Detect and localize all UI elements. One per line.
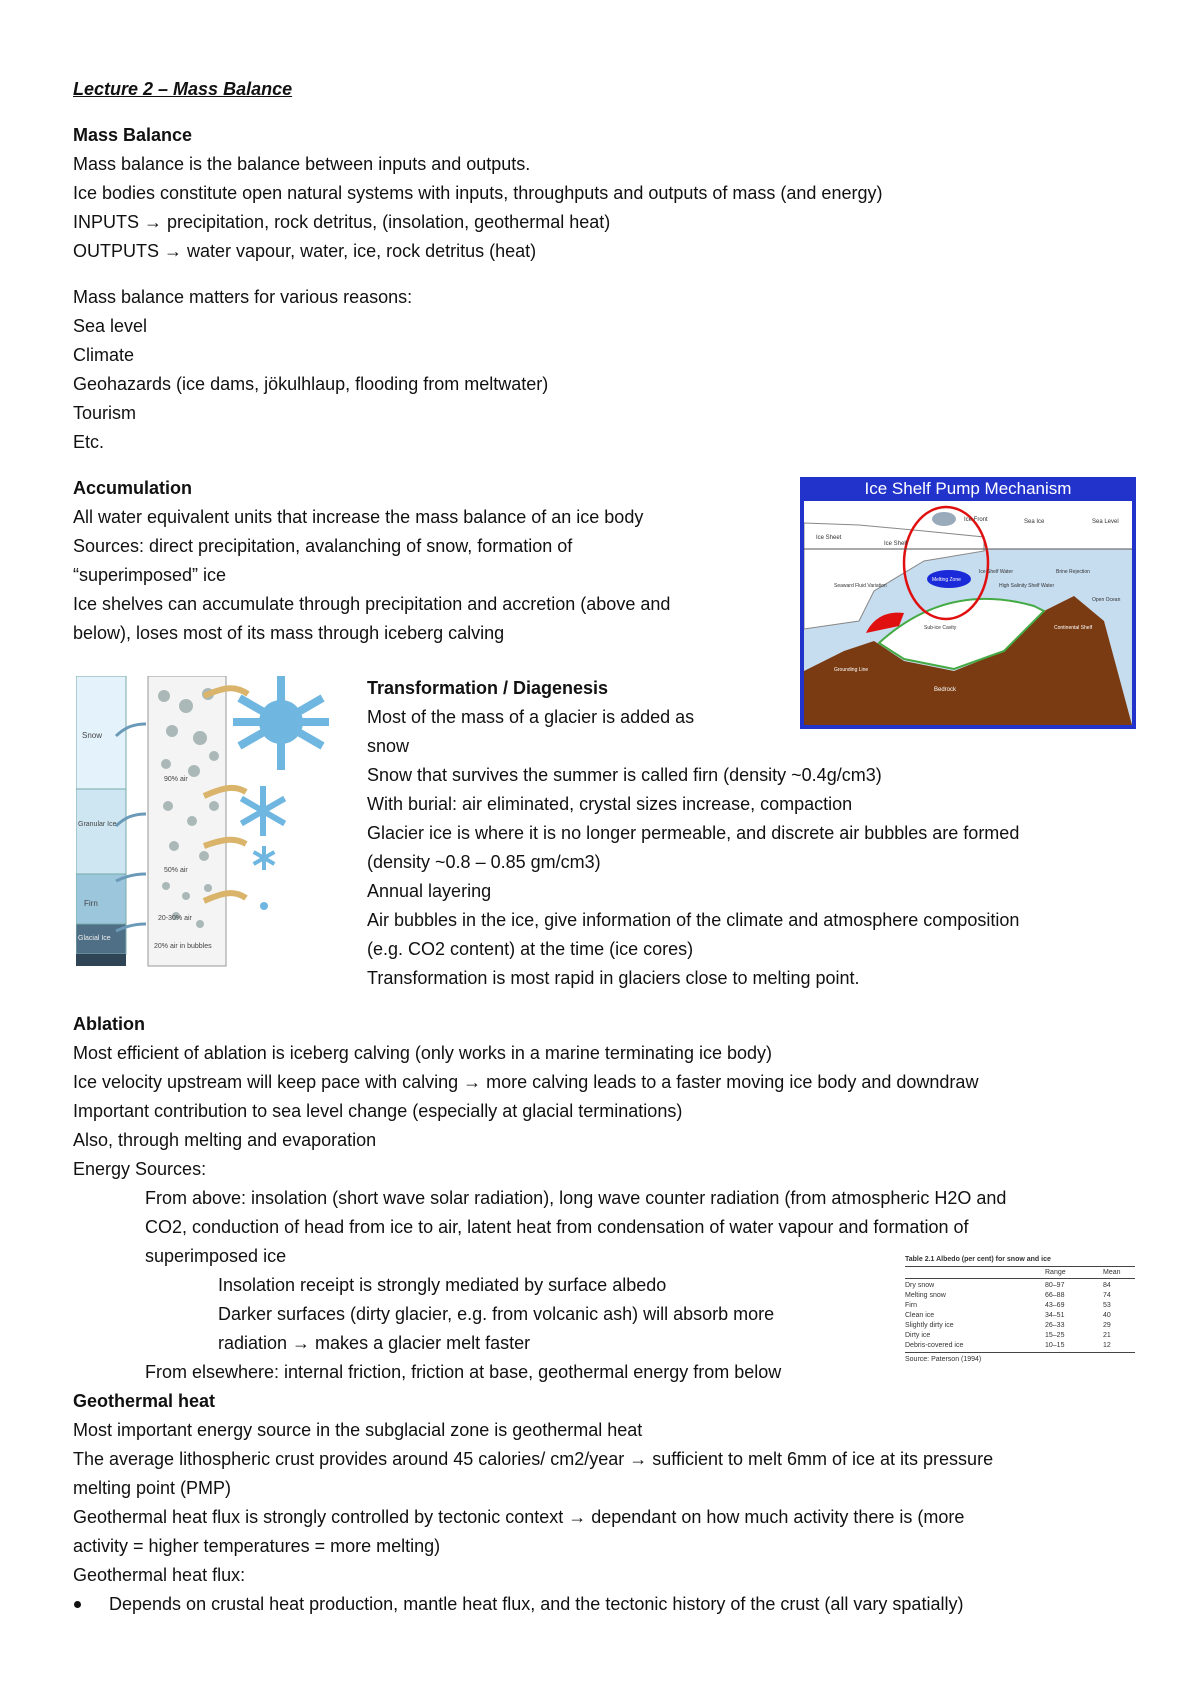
snow-to-ice-figure (76, 676, 376, 976)
table-cell: Clean ice (905, 1312, 935, 1319)
ice-shelf-pump-figure (800, 477, 1136, 729)
table-col-range: Range (1045, 1269, 1066, 1276)
label-ice-front: Ice Front (964, 517, 988, 523)
label-firn: Firn (84, 899, 98, 908)
geothermal-heading: Geothermal heat (73, 1391, 216, 1411)
transformation-heading: Transformation / Diagenesis (367, 678, 609, 698)
text-line: With burial: air eliminated, crystal sizes increase, compaction (367, 794, 853, 814)
text-line: Transformation is most rapid in glaciers close to melting point. (367, 968, 860, 988)
text-line: Annual layering (367, 881, 492, 901)
text-line: Ice bodies constitute open natural systems with inputs, throughputs and outputs of mass (and energy) (73, 183, 883, 203)
text-line: Most of the mass of a glacier is added as (367, 707, 695, 727)
table-cell: 43–69 (1045, 1302, 1065, 1309)
table-cell: 29 (1103, 1322, 1111, 1329)
table-source: Source: Paterson (1994) (905, 1356, 982, 1363)
text-line: Mass balance is the balance between inputs and outputs. (73, 154, 531, 174)
text-line: INPUTS → precipitation, rock detritus, (insolation, geothermal heat) (73, 212, 611, 232)
label-melting-zone: Melting Zone (932, 577, 961, 583)
text-line: All water equivalent units that increase the mass balance of an ice body (73, 507, 644, 527)
text-line: (density ~0.8 – 0.85 gm/cm3) (367, 852, 601, 872)
text-line: superimposed ice (145, 1246, 287, 1266)
mass-balance-heading: Mass Balance (73, 125, 193, 145)
table-cell: 74 (1103, 1292, 1111, 1299)
label-sea-level: Sea Level (1092, 519, 1119, 525)
label-continental-shelf: Continental Shelf (1054, 625, 1093, 631)
table-col-mean: Mean (1103, 1269, 1121, 1276)
figure-title: Ice Shelf Pump Mechanism (864, 479, 1072, 498)
ablation-heading: Ablation (73, 1014, 145, 1034)
text-line: melting point (PMP) (73, 1478, 232, 1498)
text-line: Etc. (73, 432, 105, 452)
ice-shelf-diagram (804, 501, 1132, 725)
text-line: CO2, conduction of head from ice to air, latent heat from condensation of water vapour and formation of (145, 1217, 969, 1237)
label-ice-shelf: Ice Shelf (884, 541, 908, 547)
accumulation-heading: Accumulation (73, 478, 193, 498)
table-cell: 84 (1103, 1282, 1111, 1289)
text-line: From above: insolation (short wave solar radiation), long wave counter radiation (from atmospheric H2O and (145, 1188, 1007, 1208)
bullet-icon (74, 1601, 81, 1608)
text-line: Sources: direct precipitation, avalanching of snow, formation of (73, 536, 573, 556)
table-cell: Firn (905, 1302, 918, 1309)
text-line: “superimposed” ice (73, 565, 227, 585)
text-line: Geohazards (ice dams, jökulhlaup, flooding from meltwater) (73, 374, 549, 394)
label-ice-sheet: Ice Sheet (816, 535, 842, 541)
text-line: Glacier ice is where it is no longer permeable, and discrete air bubbles are formed (367, 823, 1020, 843)
table-cell: 21 (1103, 1332, 1111, 1339)
table-cell: Debris-covered ice (905, 1342, 964, 1349)
label-ice-shelf-water: Ice Shelf Water (979, 569, 1013, 575)
label-high-salinity: High Salinity Shelf Water (999, 583, 1055, 589)
label-air-3: 20-30% air (158, 915, 192, 922)
text-line: Snow that survives the summer is called firn (density ~0.4g/cm3) (367, 765, 882, 785)
text-line: (e.g. CO2 content) at the time (ice cores) (367, 939, 694, 959)
label-air-4: 20% air in bubbles (154, 943, 212, 950)
text-line: Geothermal heat flux is strongly controlled by tectonic context → dependant on how much activity there is (more (73, 1507, 965, 1527)
label-sub-ice-cavity: Sub-ice Cavity (924, 625, 957, 631)
text-line: Energy Sources: (73, 1159, 207, 1179)
text-line: Important contribution to sea level change (especially at glacial terminations) (73, 1101, 683, 1121)
table-cell: 40 (1103, 1312, 1111, 1319)
bullet-text: Depends on crustal heat production, mantle heat flux, and the tectonic history of the crust (all vary spatially) (109, 1594, 964, 1614)
table-cell: 80–97 (1045, 1282, 1065, 1289)
label-snow: Snow (82, 731, 103, 740)
label-seaward-fluid: Seaward Fluid Variation (834, 583, 887, 589)
label-sea-ice: Sea Ice (1024, 519, 1045, 525)
text-line: From elsewhere: internal friction, friction at base, geothermal energy from below (145, 1362, 782, 1382)
label-open-ocean: Open Ocean (1092, 597, 1121, 603)
table-cell: 53 (1103, 1302, 1111, 1309)
text-line: The average lithospheric crust provides around 45 calories/ cm2/year → sufficient to melt 6mm of ice at its pressure (73, 1449, 994, 1469)
table-cell: Dry snow (905, 1282, 935, 1289)
label-air-2: 50% air (164, 867, 188, 874)
table-cell: Slightly dirty ice (905, 1322, 954, 1329)
label-glacial-ice: Glacial Ice (78, 935, 111, 942)
text-line: Mass balance matters for various reasons: (73, 287, 413, 307)
label-grounding-line: Grounding Line (834, 667, 869, 673)
table-cell: 34–51 (1045, 1312, 1065, 1319)
table-caption: Table 2.1 Albedo (per cent) for snow and ice (905, 1256, 1051, 1263)
table-cell: 26–33 (1045, 1322, 1065, 1329)
albedo-table (905, 1255, 1135, 1377)
text-line: Most efficient of ablation is iceberg calving (only works in a marine terminating ice body) (73, 1043, 772, 1063)
table-cell: 15–25 (1045, 1332, 1065, 1339)
text-line: Sea level (73, 316, 148, 336)
text-line: Air bubbles in the ice, give information of the climate and atmosphere composition (367, 910, 1020, 930)
text-line: Ice velocity upstream will keep pace with calving → more calving leads to a faster moving ice body and downdraw (73, 1072, 979, 1092)
table-cell: Dirty ice (905, 1332, 931, 1339)
page-title: Lecture 2 – Mass Balance (73, 79, 293, 99)
table-cell: 10–15 (1045, 1342, 1065, 1349)
text-line: Tourism (73, 403, 137, 423)
text-line: below), loses most of its mass through iceberg calving (73, 623, 505, 643)
label-air-1: 90% air (164, 776, 188, 783)
text-line: Climate (73, 345, 135, 365)
table-cell: Melting snow (905, 1292, 946, 1299)
label-bedrock: Bedrock (934, 687, 957, 693)
text-line: Most important energy source in the subglacial zone is geothermal heat (73, 1420, 643, 1440)
text-line: OUTPUTS → water vapour, water, ice, rock detritus (heat) (73, 241, 537, 261)
text-line: snow (367, 736, 410, 756)
text-line: Also, through melting and evaporation (73, 1130, 377, 1150)
text-line: Darker surfaces (dirty glacier, e.g. from volcanic ash) will absorb more (218, 1304, 775, 1324)
text-line: Geothermal heat flux: (73, 1565, 246, 1585)
label-granular-ice: Granular Ice (78, 821, 117, 828)
table-cell: 12 (1103, 1342, 1111, 1349)
label-brine-rejection: Brine Rejection (1056, 569, 1090, 575)
text-line: radiation → makes a glacier melt faster (218, 1333, 531, 1353)
text-line: activity = higher temperatures = more melting) (73, 1536, 441, 1556)
text-line: Ice shelves can accumulate through precipitation and accretion (above and (73, 594, 671, 614)
table-cell: 66–88 (1045, 1292, 1065, 1299)
text-line: Insolation receipt is strongly mediated by surface albedo (218, 1275, 667, 1295)
